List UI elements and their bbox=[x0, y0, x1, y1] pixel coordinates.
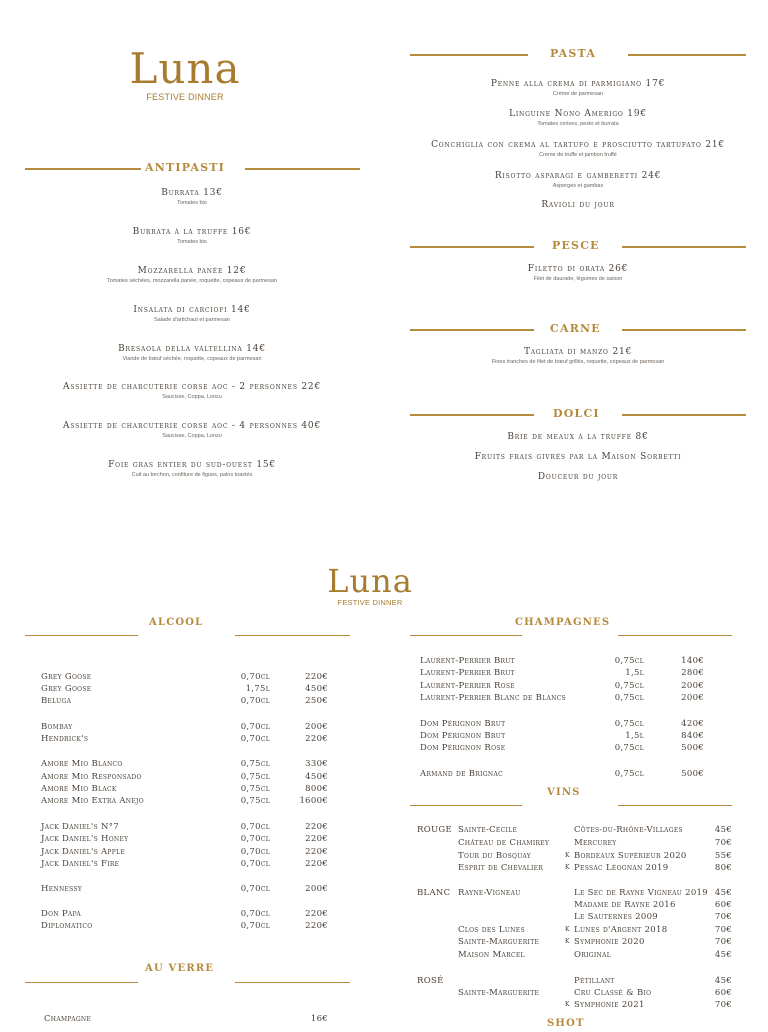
alcool-volume: 0,70cl bbox=[240, 921, 270, 931]
alcool-price: 450€ bbox=[305, 772, 328, 782]
wine-name: Pétillant bbox=[574, 976, 615, 986]
wine-price: 55€ bbox=[714, 851, 732, 861]
menu-item bbox=[408, 347, 748, 365]
wine-price: 70€ bbox=[714, 838, 732, 848]
alcool-name: Amore Mio Extra Anejo bbox=[41, 796, 144, 806]
champagne-price: 420€ bbox=[681, 719, 704, 729]
alcool-volume: 0,70cl bbox=[240, 859, 270, 869]
wine-price: 70€ bbox=[714, 925, 732, 935]
champagne-volume: 0,75cl bbox=[614, 656, 644, 666]
alcool-volume: 0,70cl bbox=[240, 847, 270, 857]
menu-item bbox=[27, 266, 357, 284]
champagne-price: 840€ bbox=[681, 731, 704, 741]
alcool-name: Jack Daniel's Honey bbox=[41, 834, 129, 844]
alcool-volume: 0,70cl bbox=[240, 884, 270, 894]
menu-item-name: Ravioli du jour bbox=[541, 200, 615, 210]
wine-estate: Sainte-Marguerite bbox=[458, 937, 540, 947]
menu-item-desc: Tomates bio bbox=[177, 239, 207, 245]
champagnes-heading: CHAMPAGNES bbox=[410, 617, 732, 631]
menu-item-name: Burrata 13€ bbox=[161, 188, 223, 198]
verre-price: 16€ bbox=[310, 1014, 328, 1024]
wine-estate: Sainte-Marguerite bbox=[458, 988, 540, 998]
wine-estate: Clos des Lunes bbox=[458, 925, 525, 935]
menu-item-desc: Viande de bœuf séchée, roquette, copeaux de parmesan bbox=[122, 356, 262, 362]
brand-name: Luna bbox=[129, 44, 241, 93]
brand-subtitle: FESTIVE DINNER bbox=[146, 92, 224, 102]
champagne-price: 200€ bbox=[681, 693, 704, 703]
alcool-name: Hendrick's bbox=[41, 734, 89, 744]
champagne-volume: 0,75cl bbox=[614, 681, 644, 691]
alcool-heading: ALCOOL bbox=[25, 617, 350, 631]
menu-item bbox=[408, 452, 748, 462]
alcool-volume: 0,70cl bbox=[240, 722, 270, 732]
wine-price: 70€ bbox=[714, 912, 732, 922]
wine-category: ROUGE bbox=[417, 825, 453, 835]
alcool-volume: 0,70cl bbox=[240, 909, 270, 919]
menu-item bbox=[27, 305, 357, 323]
menu-item-desc: Tomates cerises, pesto et burrata bbox=[537, 121, 619, 127]
wine-name: Original bbox=[574, 950, 611, 960]
alcool-volume: 0,75cl bbox=[240, 784, 270, 794]
wine-name: Le Sauternes 2009 bbox=[574, 912, 659, 922]
champagne-price: 200€ bbox=[681, 681, 704, 691]
alcool-volume: 0,70cl bbox=[240, 672, 270, 682]
pesce-heading: PESCE bbox=[410, 239, 746, 253]
shot-heading: SHOT bbox=[547, 1018, 585, 1029]
wine-price: 70€ bbox=[714, 1000, 732, 1010]
wine-mark: K bbox=[565, 852, 570, 859]
wine-name: Madame de Rayne 2016 bbox=[574, 900, 676, 910]
menu-item-name: Risotto asparagi e gamberetti 24€ bbox=[494, 171, 662, 181]
alcool-price: 220€ bbox=[305, 859, 328, 869]
brand-subtitle-2: FESTIVE DINNER bbox=[337, 598, 403, 607]
alcool-volume: 0,70cl bbox=[240, 834, 270, 844]
menu-item-name: Mozzarella panée 12€ bbox=[137, 266, 247, 276]
alcool-price: 800€ bbox=[305, 784, 328, 794]
menu-item bbox=[27, 344, 357, 362]
menu-item-desc: Salade d'artichaut et parmesan bbox=[154, 317, 230, 323]
menu-item-desc: Creme de truffe et jambon truffé bbox=[539, 152, 617, 158]
alcool-price: 220€ bbox=[305, 921, 328, 931]
champagne-price: 140€ bbox=[681, 656, 704, 666]
alcool-price: 220€ bbox=[305, 822, 328, 832]
wine-name: Bordeaux Supérieur 2020 bbox=[574, 851, 687, 861]
menu-item-name: Conchiglia con crema al tartufo e prosciutto tartufato 21€ bbox=[431, 140, 725, 150]
menu-item-desc: Saucisse, Coppa, Lonzu bbox=[162, 433, 222, 439]
wine-price: 80€ bbox=[714, 863, 732, 873]
alcool-price: 450€ bbox=[305, 684, 328, 694]
alcool-price: 200€ bbox=[305, 884, 328, 894]
au-verre-heading: AU VERRE bbox=[25, 963, 350, 977]
menu-item bbox=[27, 227, 357, 245]
wine-price: 60€ bbox=[714, 988, 732, 998]
wine-estate: Esprit de Chevalier bbox=[458, 863, 544, 873]
alcool-price: 220€ bbox=[305, 909, 328, 919]
champagne-price: 500€ bbox=[681, 769, 704, 779]
wine-category: BLANC bbox=[417, 888, 451, 898]
alcool-price: 330€ bbox=[305, 759, 328, 769]
wine-name: Pessac Léognan 2019 bbox=[574, 863, 669, 873]
menu-item-name: Bresaola della valtellina 14€ bbox=[118, 344, 266, 354]
menu-item-name: Assiette de charcuterie corse aoc - 4 personnes 40€ bbox=[63, 421, 321, 431]
alcool-name: Beluga bbox=[41, 696, 72, 706]
wine-mark: K bbox=[565, 926, 570, 933]
alcool-name: Jack Daniel's N°7 bbox=[41, 822, 119, 832]
wine-mark: K bbox=[565, 864, 570, 871]
menu-item-name: Douceur du jour bbox=[537, 472, 619, 482]
menu-item bbox=[27, 460, 357, 478]
menu-item bbox=[408, 472, 748, 482]
alcool-volume: 0,75cl bbox=[240, 759, 270, 769]
champagne-price: 500€ bbox=[681, 743, 704, 753]
alcool-name: Bombay bbox=[41, 722, 73, 732]
wine-category: ROSÉ bbox=[417, 976, 444, 986]
wine-name: Symphonie 2020 bbox=[574, 937, 645, 947]
menu-item bbox=[27, 382, 357, 400]
menu-item bbox=[408, 79, 748, 97]
champagne-volume: 1,5l bbox=[625, 668, 644, 678]
wine-price: 45€ bbox=[714, 825, 732, 835]
menu-item bbox=[408, 109, 748, 127]
menu-item-name: Fruits frais givrés par la Maison Sorbetti bbox=[474, 452, 682, 462]
wine-name: Mercurey bbox=[574, 838, 617, 848]
carne-heading: CARNE bbox=[410, 322, 746, 336]
menu-item-desc: Filet de daurade, légumes de saison bbox=[533, 276, 623, 282]
menu-item-desc: Cuit au torchon, confiture de figues, pains toastés bbox=[131, 472, 253, 478]
pasta-heading: PASTA bbox=[410, 47, 746, 61]
alcool-name: Amore Mio Blanco bbox=[41, 759, 123, 769]
menu-item bbox=[408, 432, 748, 442]
menu-item-name: Tagliata di manzo 21€ bbox=[523, 347, 633, 357]
alcool-volume: 0,75cl bbox=[240, 796, 270, 806]
menu-item-name: Brie de meaux à la truffe 8€ bbox=[507, 432, 649, 442]
wine-price: 45€ bbox=[714, 976, 732, 986]
alcool-price: 200€ bbox=[305, 722, 328, 732]
champagne-name: Dom Pérignon Brut bbox=[420, 731, 506, 741]
alcool-name: Amore Mio Responsado bbox=[41, 772, 142, 782]
menu-item-name: Assiette de charcuterie corse aoc - 2 personnes 22€ bbox=[63, 382, 321, 392]
menu-item bbox=[27, 421, 357, 439]
alcool-volume: 1,75l bbox=[245, 684, 270, 694]
menu-item-name: Filetto di orata 26€ bbox=[527, 264, 629, 274]
menu-item-name: Linguine Nono Amerigo 19€ bbox=[509, 109, 647, 119]
alcool-price: 220€ bbox=[305, 847, 328, 857]
alcool-price: 220€ bbox=[305, 672, 328, 682]
champagne-name: Armand de Brignac bbox=[420, 769, 503, 779]
alcool-name: Amore Mio Black bbox=[41, 784, 117, 794]
champagne-volume: 0,75cl bbox=[614, 769, 644, 779]
champagne-name: Laurent-Perrier Rose bbox=[420, 681, 515, 691]
alcool-volume: 0,75cl bbox=[240, 772, 270, 782]
menu-item bbox=[408, 264, 748, 282]
vins-heading: VINS bbox=[410, 787, 732, 801]
wine-mark: K bbox=[565, 938, 570, 945]
menu-item-desc: Saucisse, Coppa, Lonzu bbox=[162, 394, 222, 400]
champagne-volume: 0,75cl bbox=[614, 743, 644, 753]
alcool-price: 250€ bbox=[305, 696, 328, 706]
wine-estate: Tour du Bosquay bbox=[458, 851, 532, 861]
wine-price: 45€ bbox=[714, 888, 732, 898]
menu-item-desc: Crème de parmesan bbox=[552, 91, 604, 97]
alcool-name: Grey Goose bbox=[41, 684, 92, 694]
menu-item bbox=[27, 188, 357, 206]
dolci-heading: DOLCI bbox=[410, 407, 746, 421]
alcool-price: 1600€ bbox=[299, 796, 328, 806]
antipasti-heading: ANTIPASTI bbox=[25, 161, 360, 175]
alcool-name: Diplomatico bbox=[41, 921, 93, 931]
wine-price: 60€ bbox=[714, 900, 732, 910]
menu-item-name: Penne alla crema di parmigiano 17€ bbox=[490, 79, 666, 89]
champagne-name: Laurent-Perrier Blanc de Blancs bbox=[420, 693, 566, 703]
logo-top bbox=[95, 44, 275, 102]
menu-item-name: Insalata di carciofi 14€ bbox=[133, 305, 251, 315]
alcool-name: Jack Daniel's Fire bbox=[41, 859, 120, 869]
champagne-name: Dom Pérignon Rose bbox=[420, 743, 506, 753]
wine-name: Symphonie 2021 bbox=[574, 1000, 645, 1010]
alcool-name: Grey Goose bbox=[41, 672, 92, 682]
wine-name: Côtes-du-Rhône-Villages bbox=[574, 825, 683, 835]
alcool-volume: 0,70cl bbox=[240, 734, 270, 744]
menu-item-name: Foie gras entier du sud-ouest 15€ bbox=[108, 460, 276, 470]
menu-item bbox=[408, 171, 748, 189]
champagne-name: Laurent-Perrier Brut bbox=[420, 656, 515, 666]
wine-name: Le Sec de Rayne Vigneau 2019 bbox=[574, 888, 708, 898]
wine-mark: K bbox=[565, 1001, 570, 1008]
alcool-volume: 0,70cl bbox=[240, 696, 270, 706]
menu-item-desc: Fines tranches de filet de bœuf grillés, roquette, copeaux de parmesan bbox=[491, 359, 665, 365]
menu-item-name: Burrata à la truffe 16€ bbox=[132, 227, 252, 237]
champagne-volume: 0,75cl bbox=[614, 693, 644, 703]
champagne-price: 280€ bbox=[681, 668, 704, 678]
menu-item-desc: Asperges et gambas bbox=[552, 183, 604, 189]
wine-price: 70€ bbox=[714, 937, 732, 947]
verre-name: Champagne bbox=[44, 1014, 92, 1024]
wine-name: Lunes d'Argent 2018 bbox=[574, 925, 668, 935]
wine-name: Cru Classé & Bio bbox=[574, 988, 652, 998]
brand-name-2: Luna bbox=[327, 562, 413, 600]
menu-item bbox=[408, 200, 748, 210]
menu-item bbox=[408, 140, 748, 158]
wine-estate: Sainte-Cécile bbox=[458, 825, 518, 835]
wine-estate: Château de Chamirey bbox=[458, 838, 550, 848]
wine-estate: Maison Marcel bbox=[458, 950, 525, 960]
alcool-price: 220€ bbox=[305, 834, 328, 844]
champagne-volume: 0,75cl bbox=[614, 719, 644, 729]
champagne-name: Dom Pérignon Brut bbox=[420, 719, 506, 729]
alcool-name: Hennessy bbox=[41, 884, 83, 894]
champagne-volume: 1,5l bbox=[625, 731, 644, 741]
menu-item-desc: Tomates bio bbox=[177, 200, 207, 206]
alcool-price: 220€ bbox=[305, 734, 328, 744]
alcool-name: Don Papa bbox=[41, 909, 81, 919]
champagne-name: Laurent-Perrier Brut bbox=[420, 668, 515, 678]
alcool-volume: 0,70cl bbox=[240, 822, 270, 832]
menu-item-desc: Tomates séchées, mozzarella panée, roquette, copeaux de parmesan bbox=[107, 278, 277, 284]
alcool-name: Jack Daniel's Apple bbox=[41, 847, 126, 857]
wine-price: 45€ bbox=[714, 950, 732, 960]
wine-estate: Rayne-Vigneau bbox=[458, 888, 521, 898]
logo-bottom bbox=[300, 562, 440, 607]
